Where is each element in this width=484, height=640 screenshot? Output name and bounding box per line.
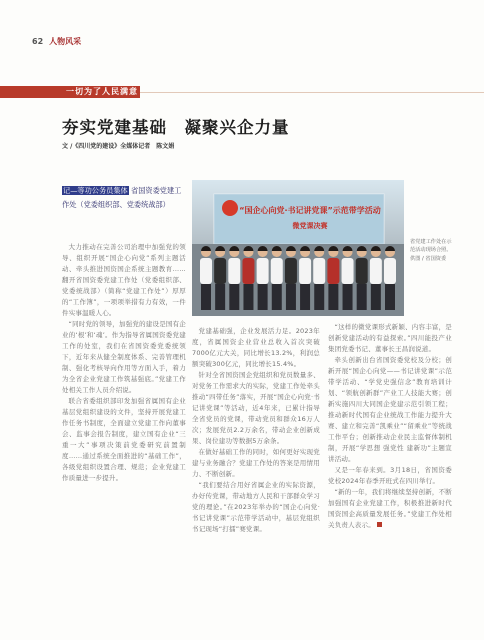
award-callout (62, 184, 184, 212)
page-header (32, 36, 81, 47)
banner-main-text: “国企心向党·书记讲党课”示范带学活动 (239, 206, 381, 215)
paragraph: “我们要结合用好省属企业的实际资源，办好传党课，带动地方人民和干部群众学习党的理论。”在2023年举办的“国企心向党·书记讲党课”示范带学活动中，基层党组织书记现场“打擂”赛党课。 (192, 481, 320, 533)
photo-caption: 省党建工作处在示范活动现场合照。供图 / 省国资委 (410, 239, 452, 262)
paragraph (328, 487, 452, 531)
column-tag: 一切为了人民满意 (66, 87, 138, 96)
article-title: 夯实党建基础 凝聚兴企力量 (62, 118, 290, 137)
paragraph: 又是一年春来到。3月18日，省国资委党校2024年春季开班式在四川举行。 (328, 466, 452, 485)
award-highlight: 记—等功公务员集体 (63, 186, 128, 195)
award-text: 省国资委党建工作处（党委组织部、党委统战部） (62, 186, 182, 209)
text-column-3 (328, 322, 452, 531)
group-photo-illustration (192, 180, 404, 316)
paragraph: 党建基础强，企业发展活力足。2023年度，省属国资企业营业总收入首次突破7000亿元大关，同比增长13.2%，利润总额突破300亿元，同比增长15.4%。 (192, 327, 320, 368)
paragraph: 牵头创新出台省国资委党校及分校；创新开展“国企心向党——书记讲党课”示范带学活动、“学党史强信念”教育培训计划、“领航创新群”产业工人技能大赛；创新实施四川大同国企党建示范引领工程；推动新时代国有企业统战工作能力提升大赛、建立和完善“凯乘业”“留乘业”等统战工作平台；创新推动企业民主监督体制机制，开展“学思想 强党性 建新功”主题宣讲活动。 (328, 356, 452, 463)
page-number: 62 (32, 37, 44, 46)
paragraph: 针对全省国资国企党组织和党员数量多、对党务工作需求大的实际，党建工作处牵头推动“四带任务”落实，开展“国企心向党·书记讲党课”等活动，近4年来，已累计指导全省党员的党课，带动党员和群众16万人次；发展党员2.2万余名，带动企业创新成果、岗位建功等数据5万余条。 (192, 371, 320, 445)
text-column-1 (62, 242, 186, 484)
last-paragraph-text: “新的一年，我们将继续坚持创新，不断加强国有企业党建工作，积极推进新时代国资国企高质量发展任务。”党建工作处相关负责人表示。 (328, 488, 452, 529)
paragraph: 大力推动在完善公司治理中加强党的领导、组织开展“国企心向党”系列主题活动、牵头推进国资国企系统主题教育……翻开省国资委党建工作处（党委组织部、党委统战部）（简称“党建工作处”）厚厚的“工作簿”，一项项举措有力有效，一件件实事温暖人心。 (62, 243, 186, 317)
banner-sub-text: 微党课决赛 (292, 222, 328, 230)
article-byline: 文 /《四川党的建设》全媒体记者 陈文娟 (62, 143, 175, 150)
column-band-rule (140, 92, 484, 93)
paragraph: 在做好基础工作的同时，如何更好实现党建与业务融合？党建工作处的答案是用情用力、不断创新。 (192, 448, 320, 478)
text-column-2 (192, 326, 320, 535)
paragraph: “同时党的领导，加强党的建设是国有企业的‘根’和‘魂’。作为指导省属国资委党建工作的处室，我们在省国资委党委统领下，近年来从健全制度体系、完善管理机制、强化考核导向作用等方面入手，着力为全省企业党建工作筑基强底。”党建工作处相关工作人员介绍说。 (62, 320, 186, 394)
paragraph: “这样的微党课形式新颖、内容丰富，是创新党建活动的有益探索。”四川能投产业集团党委书记、董事长王昌润说道。 (328, 323, 452, 353)
group-photo (192, 180, 404, 316)
article-end-mark (377, 522, 382, 527)
section-name: 人物风采 (49, 37, 82, 46)
paragraph: 联合省委组织部印发加强省属国有企业基层党组织建设的文件，坚持开展党建工作任务书制度，全面建立党建工作向董事会、监事会报告制度，建立国有企业“三重一大”事项决策前党委研究前置制度……通过系统全面推进的“基础工作”，各级党组织设置合理、规范；企业党建工作质量进一步提升。 (62, 397, 186, 482)
